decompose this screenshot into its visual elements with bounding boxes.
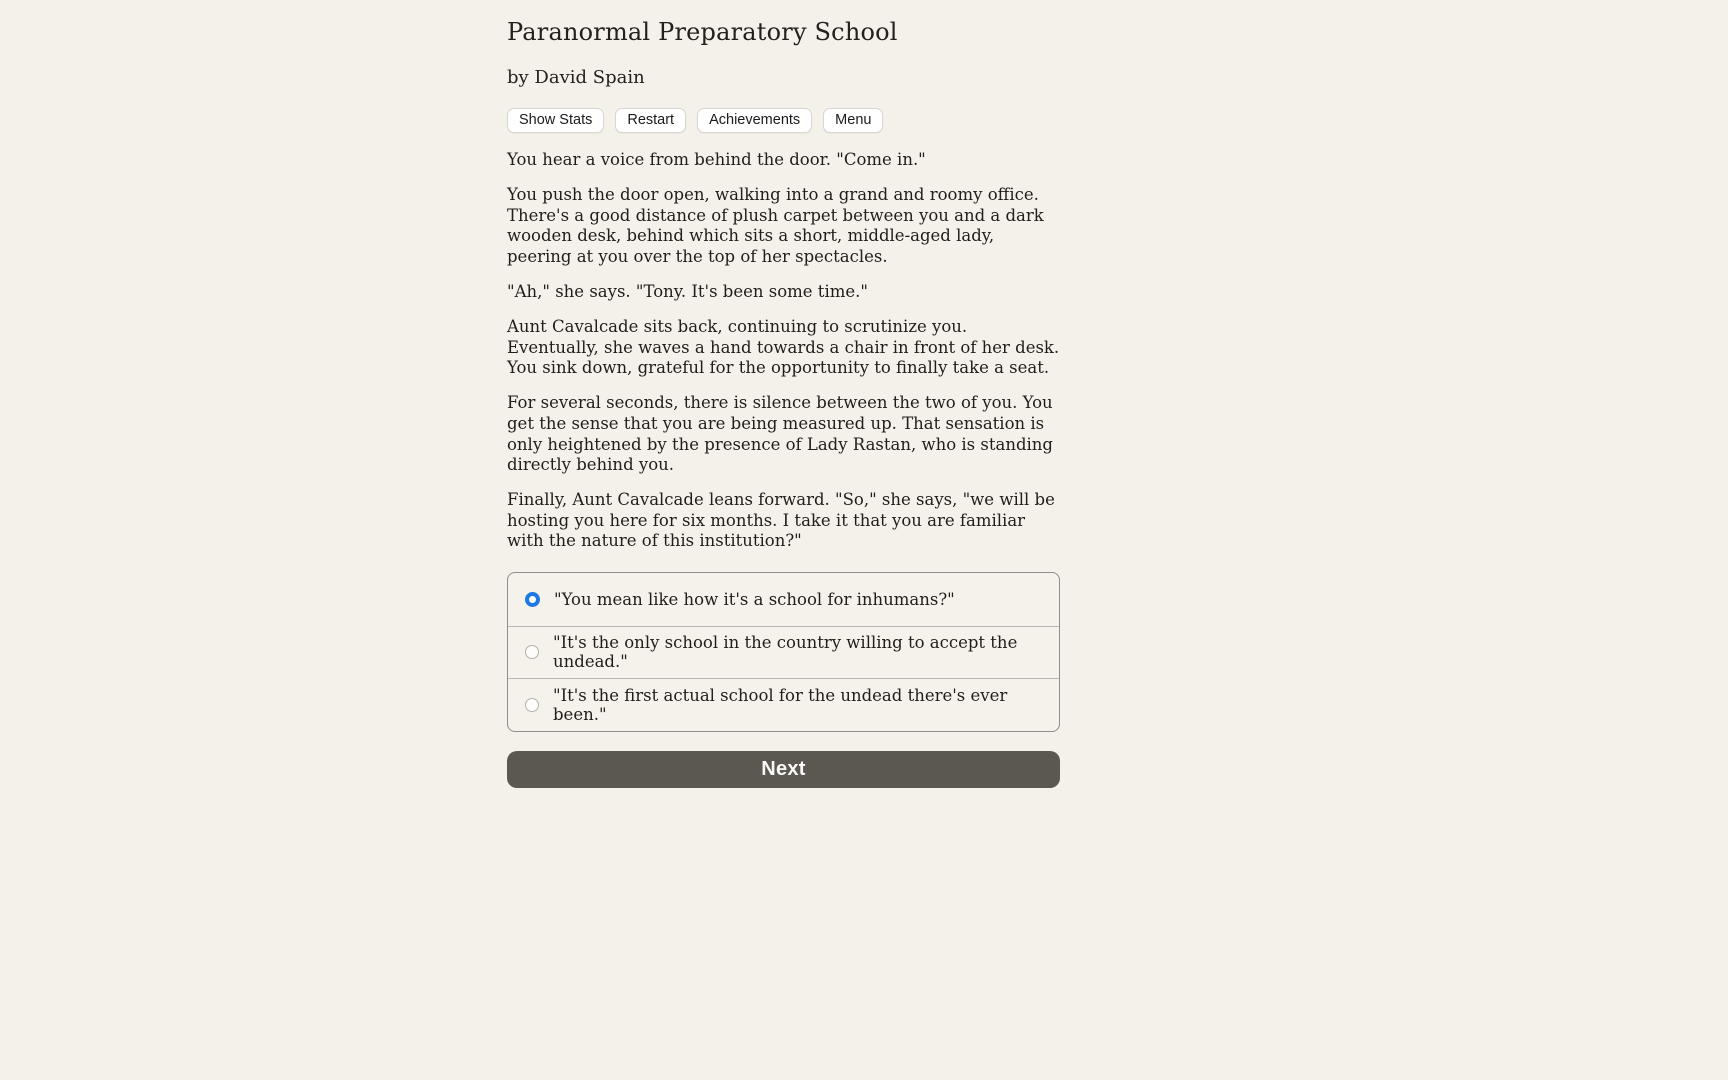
choice-option-1[interactable] [508, 573, 1059, 626]
choice-option-3[interactable] [508, 678, 1059, 731]
choice-option-label: "You mean like how it's a school for inhumans?" [554, 589, 955, 609]
choice-option-label: "It's the first actual school for the undead there's ever been." [553, 685, 1008, 724]
toolbar [507, 108, 1060, 133]
next-button[interactable]: Next [507, 751, 1060, 788]
story-text [507, 150, 1060, 552]
radio-button-icon[interactable] [525, 592, 540, 607]
story-paragraph: You hear a voice from behind the door. "Come in." [507, 150, 926, 169]
story-paragraph: Finally, Aunt Cavalcade leans forward. "So," she says, "we will be hosting you here for six months. I take it that you are familiar with the nature of this institution?" [507, 490, 1055, 551]
menu-button[interactable]: Menu [823, 108, 883, 133]
choice-option-label: "It's the only school in the country willing to accept the undead." [553, 633, 1018, 672]
story-paragraph: You push the door open, walking into a grand and roomy office. There's a good distance of plush carpet between you and a dark wooden desk, behind which sits a short, middle-aged lady, peering at you over the top of her spectacles. [507, 185, 1044, 266]
radio-button-icon[interactable] [525, 645, 539, 659]
radio-button-icon[interactable] [525, 698, 539, 712]
show-stats-button[interactable]: Show Stats [507, 108, 604, 133]
story-paragraph: "Ah," she says. "Tony. It's been some time." [507, 281, 868, 301]
author-byline: by David Spain [507, 67, 645, 88]
game-content [507, 18, 1060, 788]
story-paragraph: Aunt Cavalcade sits back, continuing to scrutinize you. Eventually, she waves a hand towards a chair in front of her desk. You sink down, grateful for the opportunity to finally take a seat. [507, 317, 1060, 378]
story-paragraph: For several seconds, there is silence between the two of you. You get the sense that you are being measured up. That sensation is only heightened by the presence of Lady Rastan, who is standing directly behind you. [507, 393, 1053, 475]
choice-group [507, 572, 1060, 732]
choice-option-2[interactable] [508, 626, 1059, 679]
page-title: Paranormal Preparatory School [507, 18, 898, 46]
achievements-button[interactable]: Achievements [697, 108, 812, 133]
restart-button[interactable]: Restart [615, 108, 686, 133]
